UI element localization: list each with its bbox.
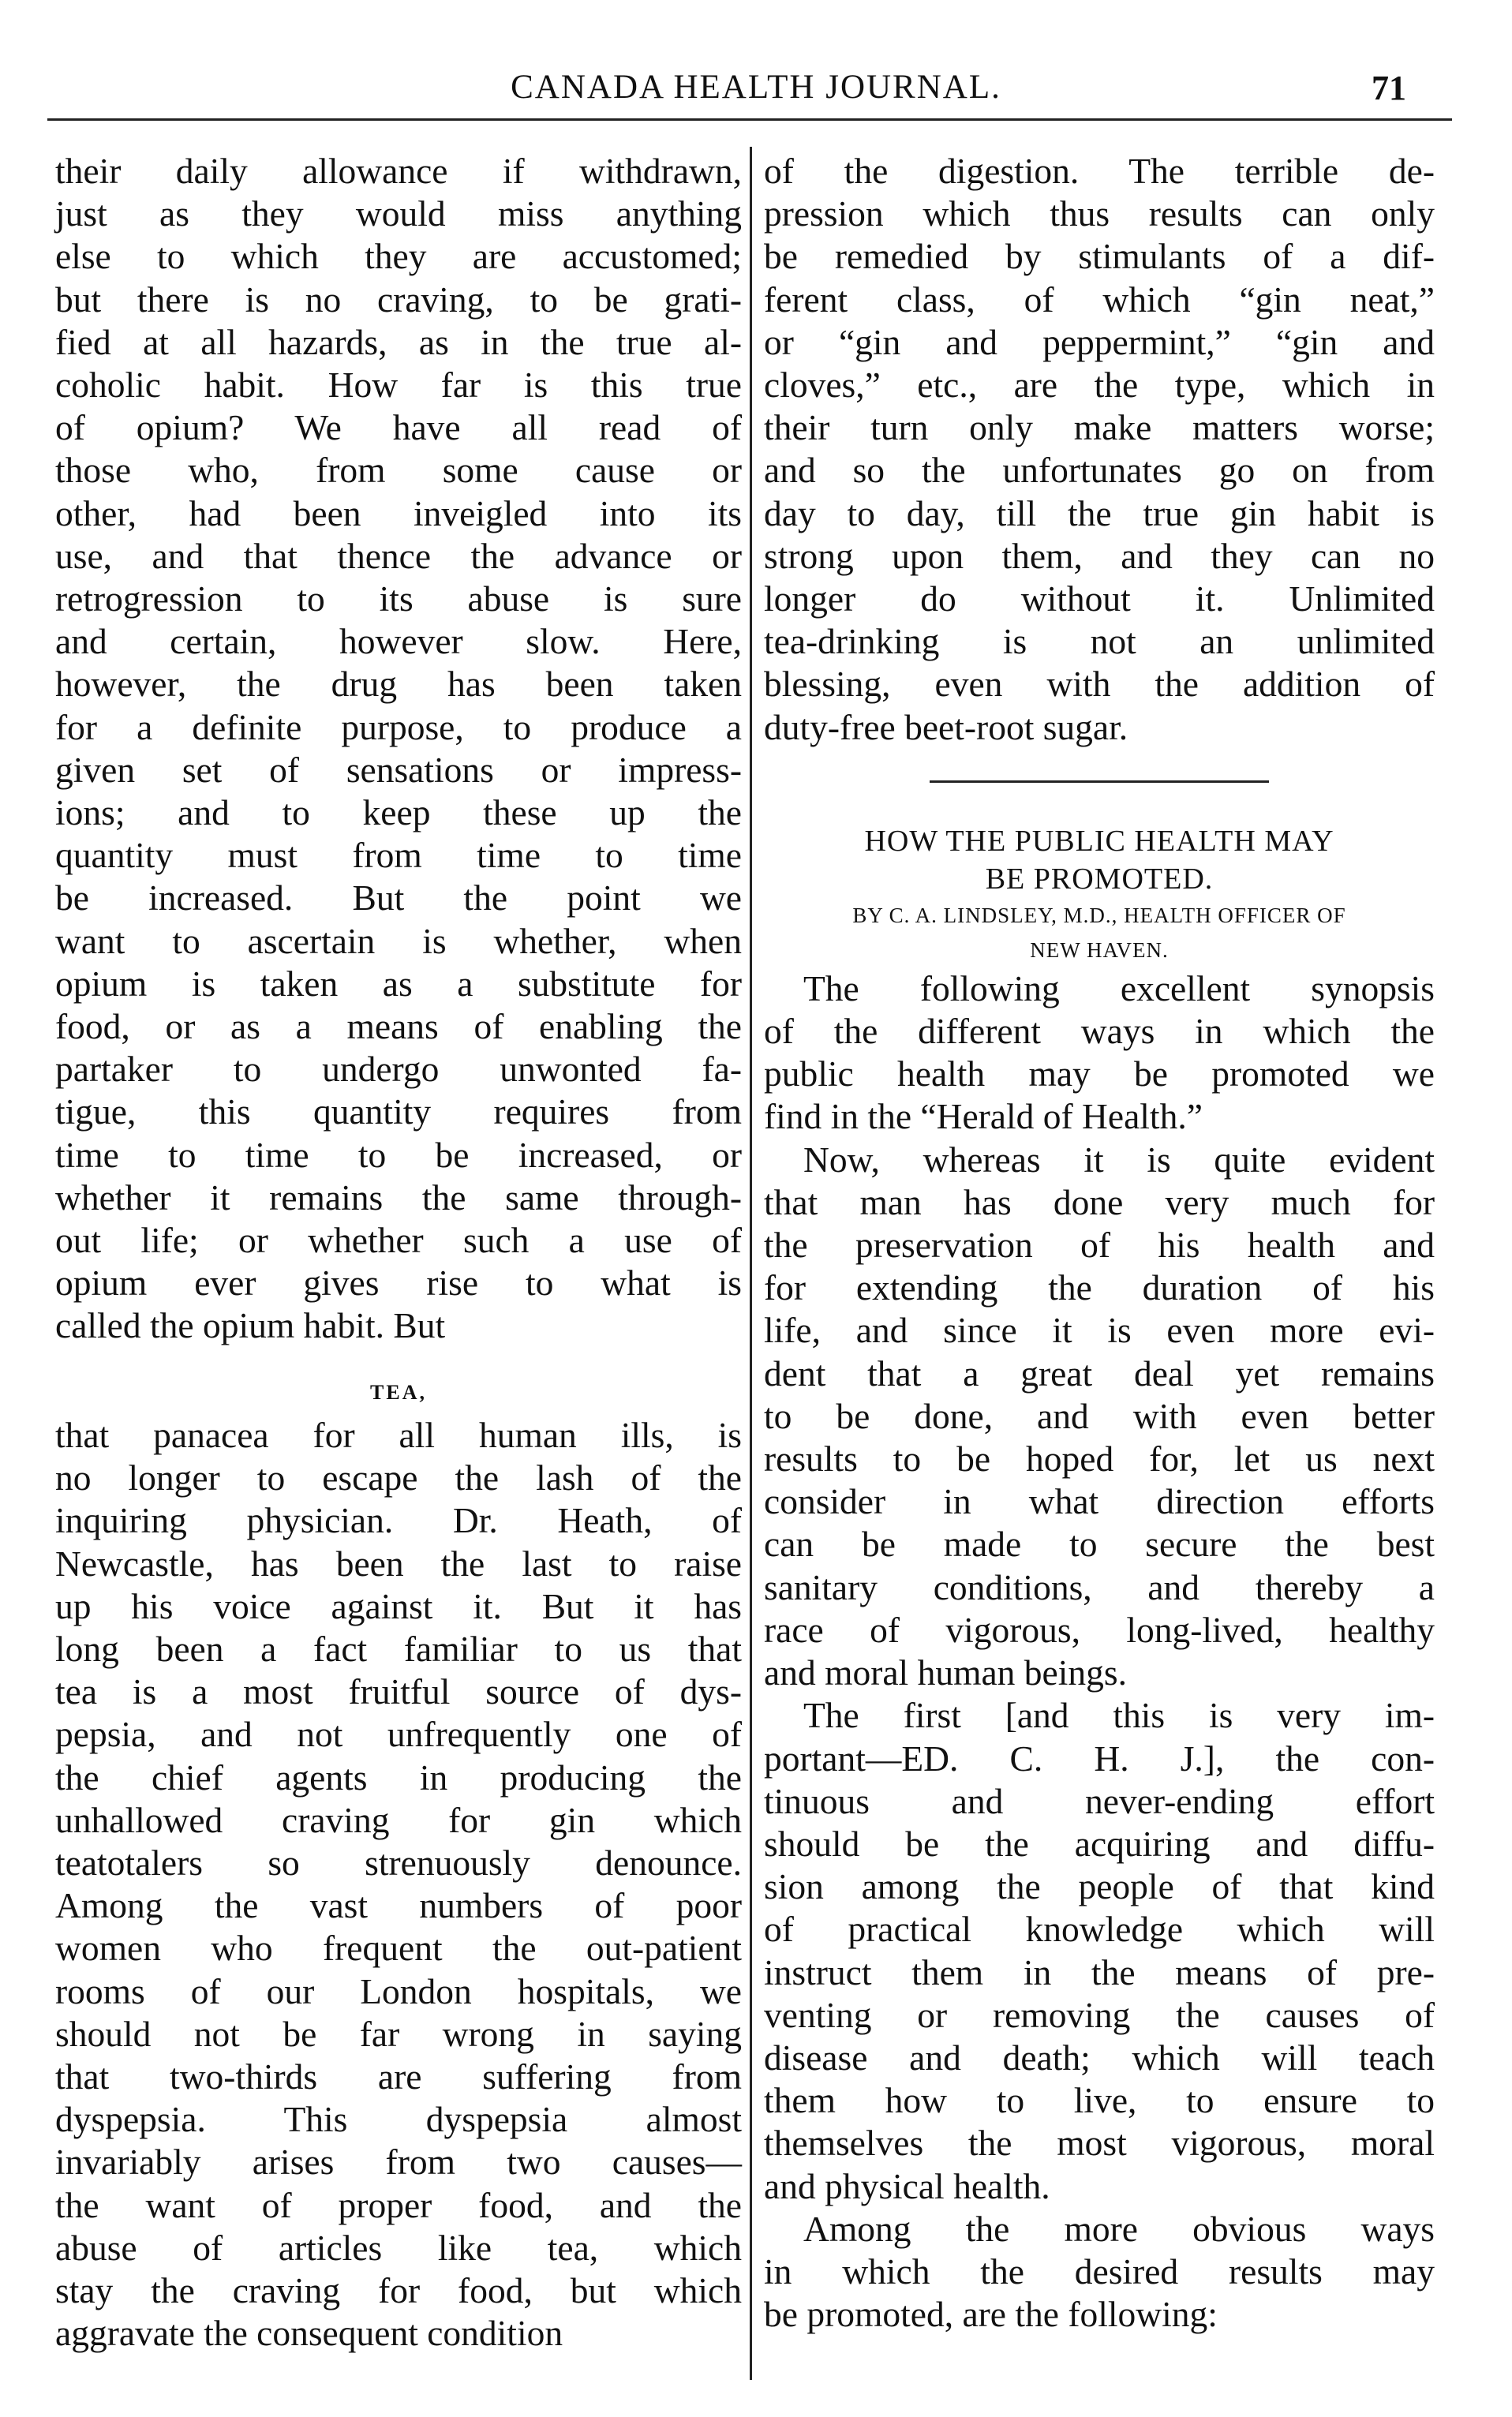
text-line: tinuous and never-ending effort — [764, 1780, 1435, 1821]
page-number: 71 — [1372, 69, 1406, 107]
text-line: portant—ED. C. H. J.], the con- — [764, 1738, 1435, 1779]
text-line: up his voice against it. But it has — [55, 1585, 742, 1626]
text-line: dyspepsia. This dyspepsia almost — [55, 2099, 742, 2140]
whereas-paragraph — [764, 1139, 1435, 1695]
text-line: fied at all hazards, as in the true al- — [55, 321, 742, 362]
text-line: food, or as a means of enabling the — [55, 1006, 742, 1047]
text-line: whether it remains the same through- — [55, 1177, 742, 1218]
right-column — [764, 150, 1435, 2336]
text-line: use, and that thence the advance or — [55, 535, 742, 576]
text-line: that panacea for all human ills, is — [55, 1414, 742, 1455]
text-line: race of vigorous, long-lived, healthy — [764, 1609, 1435, 1650]
text-line: of the digestion. The terrible de- — [764, 151, 1435, 191]
text-line: be remedied by stimulants of a dif- — [764, 236, 1435, 277]
article-title — [764, 822, 1435, 898]
text-line: find in the “Herald of Health.” — [764, 1096, 1203, 1137]
text-line: women who frequent the out-patient — [55, 1928, 742, 1969]
text-line: called the opium habit. But — [55, 1305, 446, 1346]
text-line: sanitary conditions, and thereby a — [764, 1566, 1435, 1607]
text-line: given set of sensations or impress- — [55, 749, 742, 790]
text-line: of opium? We have all read of — [55, 407, 742, 448]
text-line: but there is no craving, to be grati- — [55, 279, 742, 320]
text-line: Now, whereas it is quite evident — [803, 1139, 1435, 1180]
text-line: venting or removing the causes of — [764, 1994, 1435, 2035]
heading-line: HOW THE PUBLIC HEALTH MAY — [864, 824, 1334, 858]
text-line: that two-thirds are suffering from — [55, 2056, 742, 2097]
text-line: day to day, till the true gin habit is — [764, 492, 1435, 533]
text-line: however, the drug has been taken — [55, 664, 742, 705]
text-line: the chief agents in producing the — [55, 1757, 742, 1798]
text-line: just as they would miss anything — [55, 193, 742, 234]
synopsis-paragraph — [764, 967, 1435, 1139]
text-line: long been a fact familiar to us that — [55, 1628, 742, 1669]
column-divider — [750, 147, 752, 2380]
text-line: public health may be promoted we — [764, 1053, 1435, 1094]
tea-paragraph — [55, 1414, 742, 2355]
left-column — [55, 150, 742, 2355]
text-line: Among the more obvious ways — [803, 2208, 1435, 2249]
text-line: dent that a great deal yet remains — [764, 1353, 1435, 1394]
text-line: the want of proper food, and the — [55, 2184, 742, 2225]
text-line: to be done, and with even better — [764, 1395, 1435, 1436]
text-line: tea is a most fruitful source of dys- — [55, 1671, 742, 1712]
text-line: disease and death; which will teach — [764, 2037, 1435, 2078]
text-line: and certain, however slow. Here, — [55, 621, 742, 662]
text-line: results to be hoped for, let us next — [764, 1439, 1435, 1480]
text-line: and physical health. — [764, 2165, 1050, 2206]
text-line: that man has done very much for — [764, 1181, 1435, 1222]
text-line: duty-free beet-root sugar. — [764, 706, 1128, 747]
text-line: blessing, even with the addition of — [764, 664, 1435, 705]
text-line: quantity must from time to time — [55, 835, 742, 876]
text-line: their turn only make matters worse; — [764, 407, 1435, 448]
text-line: invariably arises from two causes— — [55, 2142, 742, 2183]
text-line: sion among the people of that kind — [764, 1866, 1435, 1907]
text-line: themselves the most vigorous, moral — [764, 2123, 1435, 2164]
text-line: and moral human beings. — [764, 1652, 1127, 1693]
text-line: of practical knowledge which will — [764, 1909, 1435, 1950]
text-line: the preservation of his health and — [764, 1225, 1435, 1266]
text-line: consider in what direction efforts — [764, 1481, 1435, 1522]
running-head: CANADA HEALTH JOURNAL. — [511, 69, 1001, 106]
text-line: no longer to escape the lash of the — [55, 1457, 742, 1498]
text-line: stay the craving for food, but which — [55, 2269, 742, 2310]
text-line: be increased. But the point we — [55, 877, 742, 919]
text-line: out life; or whether such a use of — [55, 1220, 742, 1261]
article-separator — [930, 780, 1269, 783]
text-line: other, had been inveigled into its — [55, 492, 742, 533]
text-line: inquiring physician. Dr. Heath, of — [55, 1500, 742, 1541]
heading-line: BY C. A. LINDSLEY, M.D., HEALTH OFFICER OF — [852, 903, 1346, 927]
text-line: ferent class, of which “gin neat,” — [764, 279, 1435, 320]
text-line: tea-drinking is not an unlimited — [764, 621, 1435, 662]
text-line: for a definite purpose, to produce a — [55, 706, 742, 747]
text-line: them how to live, to ensure to — [764, 2080, 1435, 2121]
text-line: those who, from some cause or — [55, 450, 742, 491]
text-line: want to ascertain is whether, when — [55, 920, 742, 961]
text-line: time to time to be increased, or — [55, 1134, 742, 1175]
text-line: The first [and this is very im- — [803, 1695, 1435, 1736]
text-line: retrogression to its abuse is sure — [55, 578, 742, 619]
text-line: aggravate the consequent condition — [55, 2313, 563, 2354]
text-line: opium is taken as a substitute for — [55, 963, 742, 1004]
text-line: pepsia, and not unfrequently one of — [55, 1714, 742, 1755]
obvious-ways-paragraph — [764, 2208, 1435, 2337]
text-line: tigue, this quantity requires from — [55, 1091, 742, 1132]
text-line: in which the desired results may — [764, 2251, 1435, 2292]
text-line: abuse of articles like tea, which — [55, 2227, 742, 2268]
text-line: of the different ways in which the — [764, 1011, 1435, 1052]
text-line: instruct them in the means of pre- — [764, 1951, 1435, 1992]
text-line: should not be far wrong in saying — [55, 2013, 742, 2054]
text-line: life, and since it is even more evi- — [764, 1310, 1435, 1351]
text-line: and so the unfortunates go on from — [764, 450, 1435, 491]
text-line: Among the vast numbers of poor — [55, 1885, 742, 1926]
first-point-paragraph — [764, 1694, 1435, 2207]
text-line: teatotalers so strenuously denounce. — [55, 1842, 742, 1883]
text-line: their daily allowance if withdrawn, — [55, 151, 742, 191]
text-line: should be the acquiring and diffu- — [764, 1823, 1435, 1864]
text-line: pression which thus results can only — [764, 193, 1435, 234]
digestion-paragraph — [764, 150, 1435, 749]
text-line: rooms of our London hospitals, we — [55, 1970, 742, 2011]
text-line: for extending the duration of his — [764, 1267, 1435, 1308]
heading-line: BE PROMOTED. — [985, 862, 1214, 896]
text-line: cloves,” etc., are the type, which in — [764, 365, 1435, 406]
heading-line: NEW HAVEN. — [1030, 937, 1169, 962]
text-line: ions; and to keep these up the — [55, 792, 742, 833]
opium-paragraph — [55, 150, 742, 1348]
text-line: be promoted, are the following: — [764, 2294, 1218, 2335]
text-line: Newcastle, has been the last to raise — [55, 1543, 742, 1584]
text-line: can be made to secure the best — [764, 1524, 1435, 1565]
text-line: opium ever gives rise to what is — [55, 1263, 742, 1304]
text-line: coholic habit. How far is this true — [55, 365, 742, 406]
tea-subheading: TEA, — [370, 1380, 427, 1404]
text-line: longer do without it. Unlimited — [764, 578, 1435, 619]
header-rule — [47, 118, 1452, 121]
text-line: partaker to undergo unwonted fa- — [55, 1049, 742, 1090]
text-line: or “gin and peppermint,” “gin and — [764, 321, 1435, 362]
article-byline — [764, 898, 1435, 967]
text-line: else to which they are accustomed; — [55, 236, 742, 277]
text-line: strong upon them, and they can no — [764, 535, 1435, 576]
text-line: The following excellent synopsis — [803, 967, 1435, 1008]
text-line: unhallowed craving for gin which — [55, 1799, 742, 1840]
